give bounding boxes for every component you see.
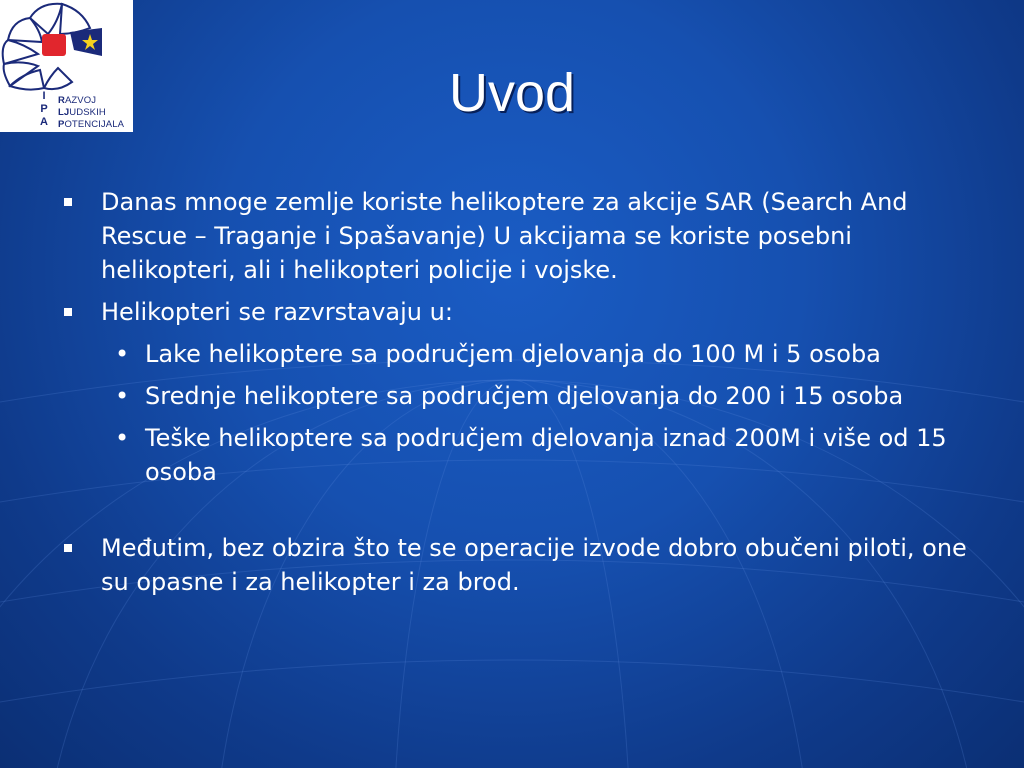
sub-bullet-item: • Srednje helikoptere sa područjem djelovanja do 200 i 15 osoba [60, 379, 980, 413]
sub-bullet-item: • Lake helikoptere sa područjem djelovanja do 100 M i 5 osoba [60, 337, 980, 371]
sub-bullet-item: • Teške helikoptere sa područjem djelovanja iznad 200M i više od 15 osoba [60, 421, 980, 489]
slide-title: Uvod [448, 63, 576, 123]
dot-bullet-icon: • [115, 424, 130, 452]
dot-bullet-icon: • [115, 340, 130, 368]
bullet-item: Helikopteri se razvrstavaju u: [60, 295, 980, 329]
dot-bullet-icon: • [115, 382, 130, 410]
slide-content [60, 185, 980, 599]
square-bullet-icon [64, 198, 72, 206]
square-bullet-icon [64, 308, 72, 316]
square-bullet-icon [64, 544, 72, 552]
red-square-icon [42, 34, 66, 56]
logo-caption-line: POTENCIJALA [58, 119, 125, 130]
logo-caption-line: RAZVOJ [58, 95, 97, 106]
logo-acronym: I P A [40, 90, 48, 128]
bullet-item: Danas mnoge zemlje koriste helikoptere za akcije SAR (Search And Rescue – Traganje i Spašavanje) U akcijama se koriste posebni helikopteri, ali i helikopteri policije i vojske. [60, 185, 980, 287]
bullet-item: Međutim, bez obzira što te se operacije izvode dobro obučeni piloti, one su opasne i za helikopter i za brod. [60, 531, 980, 599]
logo-caption-line: LJUDSKIH [58, 107, 106, 118]
